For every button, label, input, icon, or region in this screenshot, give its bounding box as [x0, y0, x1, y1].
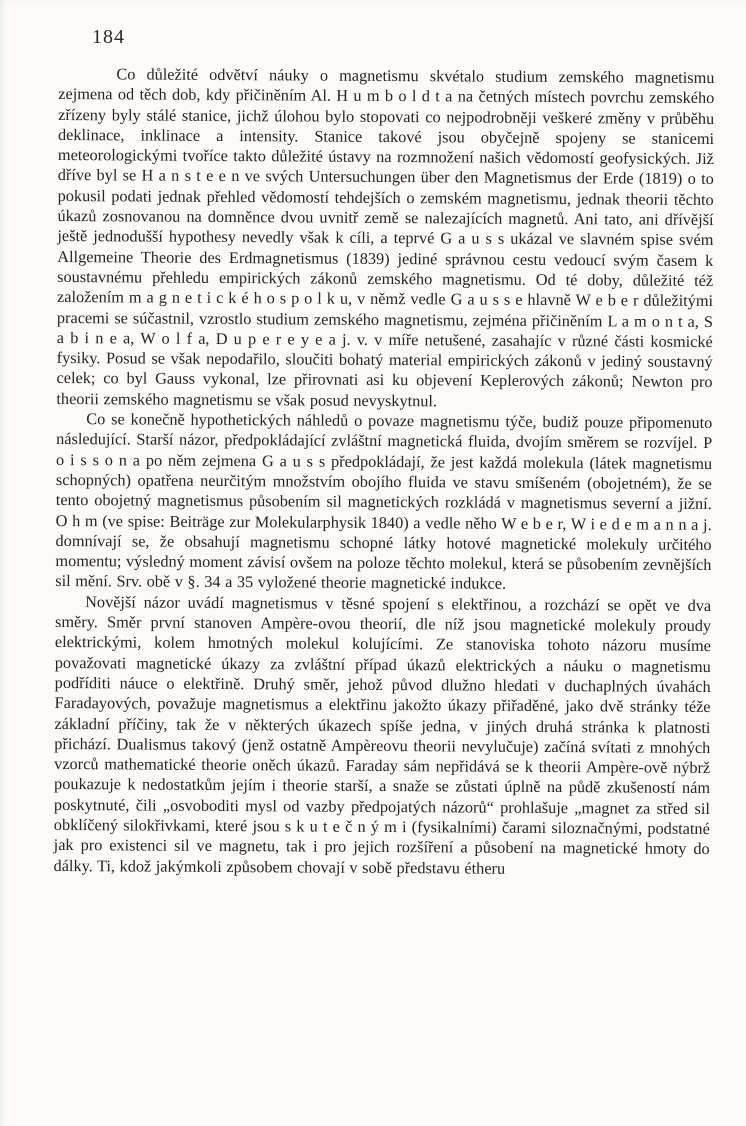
paragraph: Co důležité odvětví náuky o magnetismu skvétalo studium zemského magnetismu zejmena od těch dob, kdy přičiněním Al. H u m b o l d t a na četných místech povrchu zemského zřízeny byly stálé stanice, jichž úlohou bylo stopovati co nejpodrobněji veškeré změny v průběhu deklinace, inklinace a intensity. Stanice takové jsou obyčejně spojeny se stanicemi meteorologickými tvoříce takto důležité ústavy na rozmnožení našich vědomostí geofysických. Již dříve byl se H a n s t e e n ve svých Untersuchungen über den Magnetismus der Erde (1819) o to pokusil podati jednak přehled vědomostí tehdejších o zemském magnetismu, jednak theorii těchto úkazů zosnovanou na domněnce dvou uvnitř země se nalezajících magnetů. Ani tato, ani dřívější ještě jednodušší hypothesy nevedly však k cíli, a teprvé G a u s s ukázal ve slavném spise svém Allgemeine Theorie des Erdmagnetismus (1839) jediné správnou cestu vedoucí svým časem k soustavnému přehledu empirických zákonů zemského magnetismu. Od té doby, důležité též založením m a g n e t i c k é h o s p o l k u, v němž vedle G a u s s e hlavně W e b e r důležitými pracemi se súčastnil, vzrostlo studium zemského magnetismu, zejména přičiněním L a m o n t a, S a b i n e a, W o l f a, D u p e r e y e a j. v. v míře netušené, zasahajíc v různé části kosmické fysiky. Posud se však nepodařilo, sloučiti bohatý material empirických zákonů v jediný soustavný celek; co byl Gauss vykonal, lze přirovnati asi ku objevení Keplerových zákonů; Newton pro theorii zemského magnetismu se však posud nevyskytnul.	[56, 64, 715, 411]
page-number: 184	[92, 26, 125, 48]
text-block	[54, 64, 715, 880]
paragraph: Novější názor uvádí magnetismus v těsné spojení s elektřinou, a rozchází se opět ve dva směry. Směr první stanoven Ampère-ovou theorií, dle níž jsou magnetické molekuly proudy elektrickými, kolem hmotných molekul kolujícími. Ze stanoviska tohoto názoru musíme považovati magnetické úkazy za zvláštní případ úkazů elektrických a náuku o magnetismu podříditi náuce o elektřině. Druhý směr, jehož původ dlužno hledati v duchaplných úvahách Faradayových, považuje magnetismus a elektřinu jakožto úkazy přiřaděné, jako dvě stránky téže základní příčiny, tak že v některých úkazech spíše jedna, v jiných druhá stránka k platnosti přichází. Dualismus takový (jenž ostatně Ampèreovu theorii nevylučuje) začíná svítati z mnohých vzorců mathematické theorie oněch úkazů. Faraday sám nepřidává se k theorii Ampère-ově nýbrž poukazuje k nedostatkům jejím i theorie starší, a snaže se zůstati úplně na půdě zkušeností nám poskytnuté, čili „osvoboditi mysl od vazby předpojatých názorů“ prohlašuje „magnet za střed sil obklíčený silokřivkami, které jsou s k u t e č n ý m i (fysikalními) čarami siloznačnými, podstatné jak pro existenci sil ve magnetu, tak i pro jejich rozšíření a působení na magnetické hmoty do dálky. Ti, kdož jakýmkoli způsobem chovají v sobě představu étheru	[53, 591, 712, 878]
paragraph: Co se konečně hypothetických náhledů o povaze magnetismu týče, budiž pouze připomenuto následující. Starší názor, předpokládající zvláštní magnetická fluida, dvojím směrem se rozvíjel. P o i s s o n a po něm zejmena G a u s s předpokládají, že jest každá molekula (látek magnetismu schopných) opatřena neurčitým množstvím obojího fluida ve stavu smíšeném (obojetném), že se tento obojetný magnetismus působením sil magnetických rozkládá v magnetismus severní a jižní. O h m (ve spise: Beiträge zur Molekularphysik 1840) a vedle něho W e b e r, W i e d e m a n n a j. domnívají se, že obsahují magnetismu schopné látky hotové magnetické molekuly určitého momentu; výsledný moment závisí ovšem na poloze těchto molekul, která se působením zevnějších sil mění. Srv. obě v §. 34 a 35 vyložené theorie magnetické indukce.	[55, 409, 713, 594]
